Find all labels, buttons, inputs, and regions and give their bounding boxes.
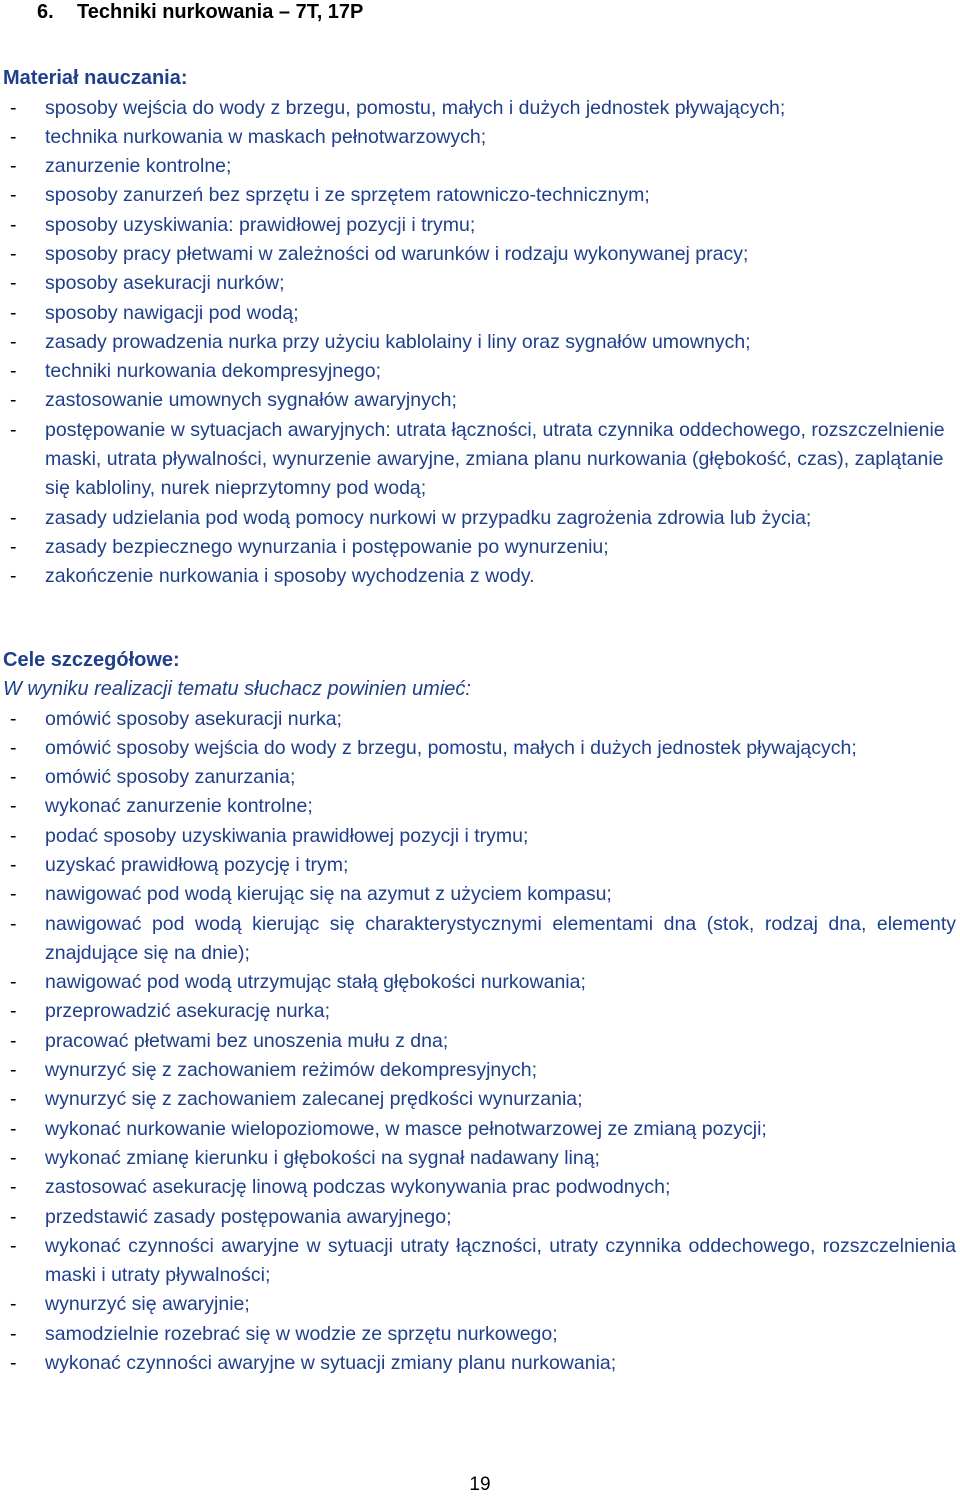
list-item [0, 1203, 960, 1232]
list-item-text: sposoby zanurzeń bez sprzętu i ze sprzętem ratowniczo-technicznym; [45, 184, 650, 207]
list-item-text: sposoby asekuracji nurków; [45, 272, 285, 295]
section-number: 6. [37, 1, 54, 23]
bullet-dash: - [10, 242, 17, 265]
bullet-dash: - [10, 1117, 17, 1140]
bullet-dash: - [10, 125, 17, 148]
list-item-text: sposoby wejścia do wody z brzegu, pomostu, małych i dużych jednostek pływających; [45, 96, 786, 119]
bullet-dash: - [10, 795, 17, 818]
list-item [0, 123, 960, 152]
list-item-text: wynurzyć się awaryjnie; [45, 1293, 250, 1316]
list-item [0, 504, 960, 533]
list-item-text: zanurzenie kontrolne; [45, 155, 232, 178]
list-item-text: wynurzyć się z zachowaniem reżimów dekompresyjnych; [45, 1059, 538, 1082]
list-item-text: sposoby pracy płetwami w zależności od warunków i rodzaju wykonywanej pracy; [45, 242, 749, 265]
bullet-dash: - [10, 1176, 17, 1199]
list-item-text: postępowanie w sytuacjach awaryjnych: utrata łączności, utrata czynnika oddechowego, rozszczelnienie maski, utrata pływalności, wynurzenie awaryjne, zmiana planu nurkowania (głębokość, czas), zaplątanie się kabloliny, nurek nieprzytomny pod wodą; [45, 418, 945, 500]
bullet-dash: - [10, 1205, 17, 1228]
bullet-dash: - [10, 360, 17, 383]
bullet-dash: - [10, 155, 17, 178]
bullet-dash: - [10, 1322, 17, 1345]
bullet-dash: - [10, 766, 17, 789]
list-item [0, 705, 960, 734]
bullet-dash: - [10, 883, 17, 906]
goals-intro: W wyniku realizacji tematu słuchacz powinien umieć: [3, 678, 471, 700]
bullet-dash: - [10, 1352, 17, 1375]
list-item-text: wynurzyć się z zachowaniem zalecanej prędkości wynurzania; [45, 1088, 583, 1111]
list-item [0, 152, 960, 181]
bullet-dash: - [10, 506, 17, 529]
bullet-dash: - [10, 912, 17, 935]
bullet-dash: - [10, 1293, 17, 1316]
bullet-dash: - [10, 96, 17, 119]
list-item [0, 181, 960, 210]
list-item [0, 1085, 960, 1114]
list-item-text: techniki nurkowania dekompresyjnego; [45, 360, 382, 383]
list-item-text: omówić sposoby wejścia do wody z brzegu, pomostu, małych i dużych jednostek pływających; [45, 736, 857, 759]
list-item-text: zasady udzielania pod wodą pomocy nurkowi w przypadku zagrożenia zdrowia lub życia; [45, 506, 812, 529]
bullet-dash: - [10, 301, 17, 324]
list-item-text: uzyskać prawidłową pozycję i trym; [45, 853, 349, 876]
list-item [0, 211, 960, 240]
list-item [0, 763, 960, 792]
bullet-dash: - [10, 736, 17, 759]
section-title-text: Techniki nurkowania – 7T, 17P [77, 1, 364, 23]
bullet-dash: - [10, 1088, 17, 1111]
list-item [0, 1320, 960, 1349]
bullet-dash: - [10, 707, 17, 730]
list-item [0, 299, 960, 328]
list-item [0, 562, 960, 591]
bullet-dash: - [10, 1029, 17, 1052]
list-item [0, 1115, 960, 1144]
list-item-text: sposoby nawigacji pod wodą; [45, 301, 299, 324]
list-item-text: wykonać czynności awaryjne w sytuacji utraty łączności, utraty czynnika oddechowego, rozszczelnienia maski i utraty pływalności; [45, 1234, 956, 1287]
list-item [0, 357, 960, 386]
list-item-text: wykonać nurkowanie wielopoziomowe, w masce pełnotwarzowej ze zmianą pozycji; [45, 1117, 767, 1140]
list-item [0, 822, 960, 851]
list-item-text: zakończenie nurkowania i sposoby wychodzenia z wody. [45, 565, 535, 588]
bullet-dash: - [10, 1059, 17, 1082]
list-item-text: nawigować pod wodą kierując się charakterystycznymi elementami dna (stok, rodzaj dna, elementy znajdujące się na dnie); [45, 912, 956, 964]
list-item [0, 269, 960, 298]
list-item [0, 1173, 960, 1202]
bullet-dash: - [10, 824, 17, 847]
list-item [0, 416, 960, 504]
list-item-text: zastosować asekurację linową podczas wykonywania prac podwodnych; [45, 1176, 671, 1199]
list-item-text: nawigować pod wodą kierując się na azymut z użyciem kompasu; [45, 883, 612, 906]
list-item-text: sposoby uzyskiwania: prawidłowej pozycji i trymu; [45, 213, 476, 236]
list-item [0, 240, 960, 269]
list-item-text: przedstawić zasady postępowania awaryjnego; [45, 1205, 452, 1228]
bullet-dash: - [10, 418, 17, 441]
page-number: 19 [469, 1474, 491, 1495]
list-item-text: omówić sposoby zanurzania; [45, 766, 296, 789]
list-item [0, 792, 960, 821]
list-item [0, 968, 960, 997]
list-item-text: pracować płetwami bez unoszenia mułu z dna; [45, 1029, 449, 1052]
list-item [0, 1232, 960, 1291]
list-item-text: technika nurkowania w maskach pełnotwarzowych; [45, 125, 487, 148]
bullet-dash: - [10, 184, 17, 207]
goals-list [0, 705, 960, 1379]
list-item-text: wykonać czynności awaryjne w sytuacji zmiany planu nurkowania; [45, 1352, 617, 1375]
list-item-text: wykonać zmianę kierunku i głębokości na sygnał nadawany liną; [45, 1146, 600, 1169]
list-item [0, 1027, 960, 1056]
list-item [0, 1056, 960, 1085]
list-item [0, 1144, 960, 1173]
bullet-dash: - [10, 535, 17, 558]
list-item-text: omówić sposoby asekuracji nurka; [45, 707, 342, 730]
list-item [0, 1290, 960, 1319]
list-item [0, 94, 960, 123]
bullet-dash: - [10, 272, 17, 295]
list-item-text: wykonać zanurzenie kontrolne; [45, 795, 313, 818]
list-item [0, 533, 960, 562]
goals-heading: Cele szczegółowe: [3, 649, 180, 671]
bullet-dash: - [10, 389, 17, 412]
list-item [0, 910, 960, 969]
bullet-dash: - [10, 1234, 17, 1257]
bullet-dash: - [10, 853, 17, 876]
list-item-text: przeprowadzić asekurację nurka; [45, 1000, 331, 1023]
list-item [0, 997, 960, 1026]
list-item [0, 880, 960, 909]
material-list [0, 94, 960, 592]
section-title [37, 0, 363, 26]
list-item [0, 1349, 960, 1378]
list-item [0, 328, 960, 357]
list-item [0, 734, 960, 763]
bullet-dash: - [10, 213, 17, 236]
list-item-text: zastosowanie umownych sygnałów awaryjnych; [45, 389, 457, 412]
bullet-dash: - [10, 565, 17, 588]
bullet-dash: - [10, 971, 17, 994]
list-item-text: podać sposoby uzyskiwania prawidłowej pozycji i trymu; [45, 824, 529, 847]
list-item [0, 386, 960, 415]
list-item-text: zasady prowadzenia nurka przy użyciu kablolainy i liny oraz sygnałów umownych; [45, 330, 751, 353]
bullet-dash: - [10, 1000, 17, 1023]
bullet-dash: - [10, 1146, 17, 1169]
material-heading: Materiał nauczania: [3, 67, 188, 89]
bullet-dash: - [10, 330, 17, 353]
list-item-text: samodzielnie rozebrać się w wodzie ze sprzętu nurkowego; [45, 1322, 558, 1345]
list-item-text: nawigować pod wodą utrzymując stałą głębokości nurkowania; [45, 971, 586, 994]
list-item [0, 851, 960, 880]
list-item-text: zasady bezpiecznego wynurzania i postępowanie po wynurzeniu; [45, 535, 609, 558]
